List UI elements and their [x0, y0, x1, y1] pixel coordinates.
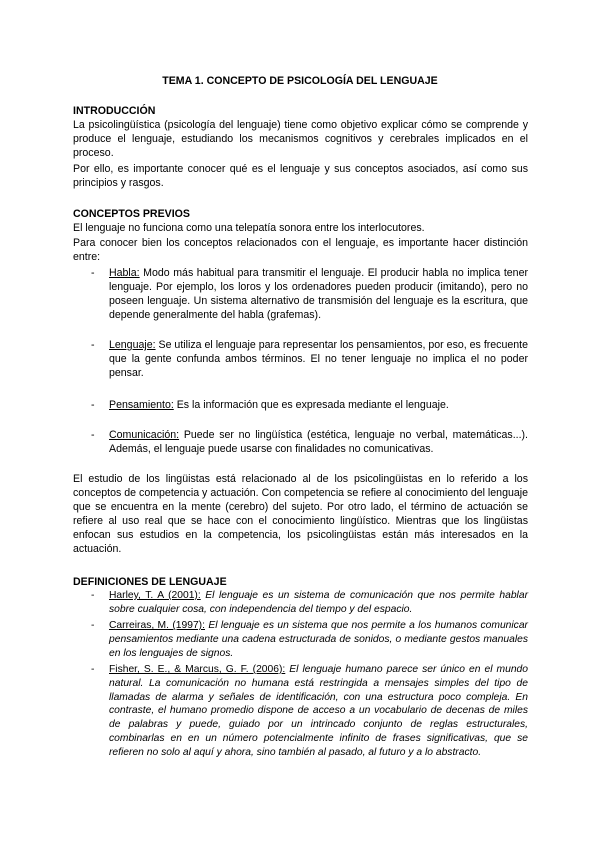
conceptos-paragraph-1: El lenguaje no funciona como una telepatía sonora entre los interlocutores.: [73, 222, 425, 234]
conceptos-paragraph-3: El estudio de los lingüistas está relacionado al de los psicolingüistas en lo referido a los conceptos de competencia y actuación. Con competencia se refiere al conocimiento del lenguaje que se encuentra en la mente (cerebro) del sujeto. Por otro lado, el término de actuación se refiere al uso real que se hace con el conocimiento lingüístico. Mientras que los lingüistas enfocan sus estudios en la competencia, los psicolingüistas están más interesados en la actuación.: [73, 473, 528, 555]
definition-carreiras: El lenguaje es un sistema que nos permite a los humanos comunicar pensamientos mediante una cadena estructurada de sonidos, o mediante gestos manuales en los lenguajes de signos.: [109, 620, 528, 659]
list-item: [91, 589, 528, 617]
bullet-dash: -: [91, 590, 95, 601]
bullet-dash: -: [91, 620, 95, 631]
document-title: TEMA 1. CONCEPTO DE PSICOLOGÍA DEL LENGUAJE: [162, 75, 438, 87]
list-item: [91, 266, 528, 322]
bullet-dash: -: [91, 399, 95, 411]
term-habla-text: Modo más habitual para transmitir el lenguaje. El producir habla no implica tener lenguaje. Por ejemplo, los loros y los ordenadores pueden producir (imitando), pero no poseen lenguaje. Un sistema alternativo de transmisión del lenguaje es la escritura, que depende generalmente del habla (grafemas).: [109, 267, 528, 321]
definiciones-heading: DEFINICIONES DE LENGUAJE: [73, 576, 227, 588]
bullet-dash: -: [91, 267, 95, 279]
bullet-dash: -: [91, 664, 95, 675]
bullet-dash: -: [91, 339, 95, 351]
citation-carreiras: Carreiras, M. (1997):: [109, 620, 205, 631]
list-item: [91, 619, 528, 660]
term-habla: Habla:: [109, 267, 140, 279]
term-comunicacion: Comunicación:: [109, 429, 180, 441]
conceptos-paragraph-2: Para conocer bien los conceptos relacionados con el lenguaje, es importante hacer distinción entre:: [73, 237, 528, 263]
list-item: [91, 398, 528, 412]
list-item: [91, 428, 528, 456]
bullet-dash: -: [91, 429, 95, 441]
term-pensamiento: Pensamiento:: [109, 399, 174, 411]
citation-fisher-marcus: Fisher, S. E., & Marcus, G. F. (2006):: [109, 664, 286, 675]
list-item: [91, 338, 528, 380]
conceptos-heading: CONCEPTOS PREVIOS: [73, 208, 190, 220]
term-pensamiento-text: Es la información que es expresada mediante el lenguaje.: [173, 399, 449, 411]
intro-paragraph-1: La psicolingüística (psicología del lenguaje) tiene como objetivo explicar cómo se comprende y produce el lenguaje, estudiando los mecanismos cognitivos y cerebrales implicados en el proceso.: [73, 119, 528, 159]
list-item: [91, 663, 528, 760]
term-comunicacion-text: Puede ser no lingüística (estética, lenguaje no verbal, matemáticas...). Además, el lenguaje puede usarse con finalidades no comunicativas.: [109, 429, 528, 455]
citation-harley: Harley, T. A (2001):: [109, 590, 201, 601]
term-lenguaje-text: Se utiliza el lenguaje para representar los pensamientos, por eso, es frecuente que la gente confunda ambos términos. El no tener lenguaje no implica el no poder pensar.: [109, 339, 528, 379]
intro-heading: INTRODUCCIÓN: [73, 105, 156, 117]
intro-paragraph-2: Por ello, es importante conocer qué es el lenguaje y sus conceptos asociados, así como sus principios y rasgos.: [73, 163, 528, 189]
definition-harley: El lenguaje es un sistema de comunicación que nos permite hablar sobre cualquier cosa, con independencia del tiempo y del espacio.: [109, 590, 528, 615]
term-lenguaje: Lenguaje:: [109, 339, 156, 351]
definition-fisher-marcus: El lenguaje humano parece ser único en el mundo natural. La comunicación no humana está restringida a mensajes simples del tipo de llamadas de alarma y señales de identificación, con una estructura poco compleja. En contraste, el humano promedio dispone de acceso a un vocabulario de decenas de miles de palabras y puede, guiado por un intrincado conjunto de reglas estructurales, combinarlas en en un número potencialmente infinito de frases significativas, que se refieren no solo al aquí y ahora, sino también al pasado, al futuro y a lo abstracto.: [109, 664, 529, 758]
